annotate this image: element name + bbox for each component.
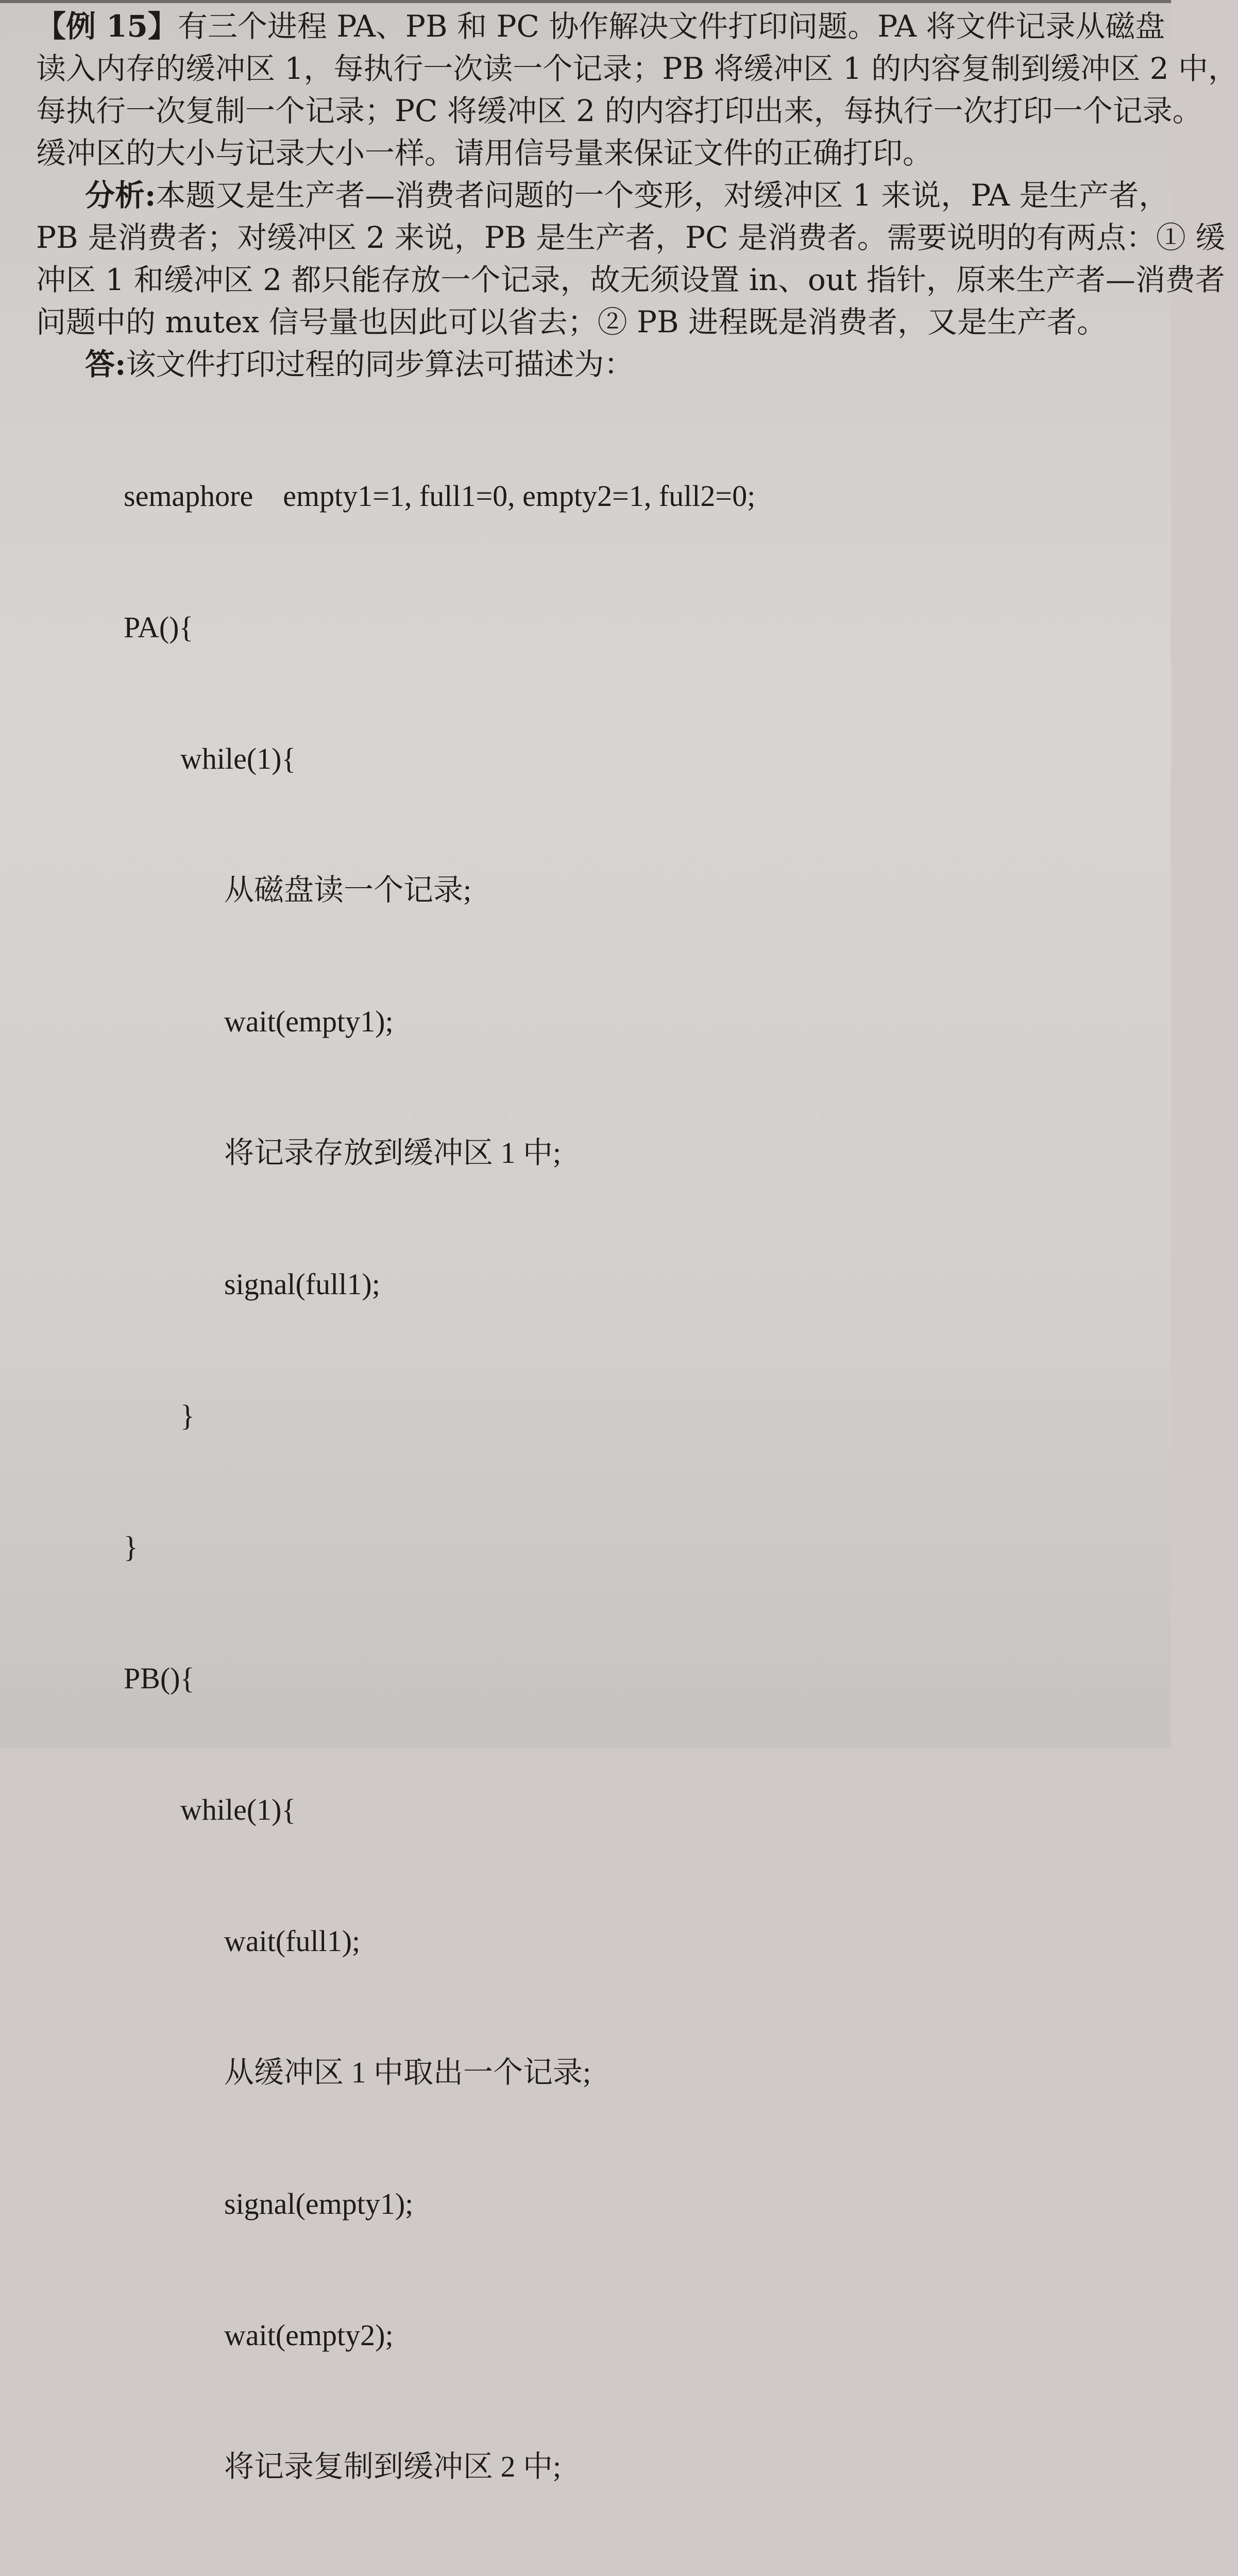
code-line: wait(full1); [224, 1924, 361, 1958]
example-label: 【例 15】 [36, 9, 178, 44]
algorithm-code [124, 386, 999, 2576]
example-line-4: 缓冲区的大小与记录大小一样。请用信号量来保证文件的正确打印。 [36, 135, 933, 171]
code-line: while(1){ [180, 742, 296, 775]
code-line: signal(full1); [224, 1267, 380, 1301]
code-line: wait(empty2); [224, 2318, 394, 2352]
analysis-line-4: 问题中的 mutex 信号量也因此可以省去；② PB 进程既是消费者，又是生产者。 [36, 304, 1107, 340]
example-line-1 [36, 5, 1165, 47]
analysis-line-1 [36, 174, 1169, 216]
code-line: while(1){ [180, 1793, 296, 1826]
example-text-1: 有三个进程 PA、PB 和 PC 协作解决文件打印问题。PA 将文件记录从磁盘 [177, 9, 1165, 44]
code-line: PB(){ [124, 1662, 195, 1695]
analysis-line-2: PB 是消费者；对缓冲区 2 来说，PB 是生产者，PC 是消费者。需要说明的有两点：① 缓 [36, 220, 1226, 255]
answer-line [36, 343, 1139, 385]
code-line: PA(){ [124, 611, 194, 644]
answer-label: 答: [85, 347, 126, 382]
code-line: } [180, 1399, 195, 1432]
example-line-3: 每执行一次复制一个记录；PC 将缓冲区 2 的内容打印出来，每执行一次打印一个记录。 [36, 93, 1202, 128]
code-line: 将记录复制到缓冲区 2 中; [224, 2450, 562, 2483]
example-line-2: 读入内存的缓冲区 1，每执行一次读一个记录；PB 将缓冲区 1 的内容复制到缓冲区 2 中， [36, 51, 1238, 86]
code-line: 从磁盘读一个记录; [224, 873, 472, 907]
code-line: 从缓冲区 1 中取出一个记录; [224, 2056, 591, 2089]
problem-text [36, 5, 1238, 385]
answer-text: 该文件打印过程的同步算法可描述为： [126, 347, 634, 382]
analysis-line-3: 冲区 1 和缓冲区 2 都只能存放一个记录，故无须设置 in、out 指针，原来生产者—消费者 [36, 262, 1225, 297]
code-line: 将记录存放到缓冲区 1 中; [224, 1136, 562, 1170]
analysis-text-1: 本题又是生产者—消费者问题的一个变形，对缓冲区 1 来说，PA 是生产者， [156, 178, 1169, 213]
code-line: signal(empty1); [224, 2187, 414, 2221]
top-rule [0, 0, 1171, 3]
code-line: } [124, 1530, 138, 1564]
code-line: wait(empty1); [224, 1005, 394, 1038]
code-line: semaphore empty1=1, full1=0, empty2=1, full2=0; [124, 479, 756, 513]
analysis-label: 分析: [85, 178, 156, 213]
